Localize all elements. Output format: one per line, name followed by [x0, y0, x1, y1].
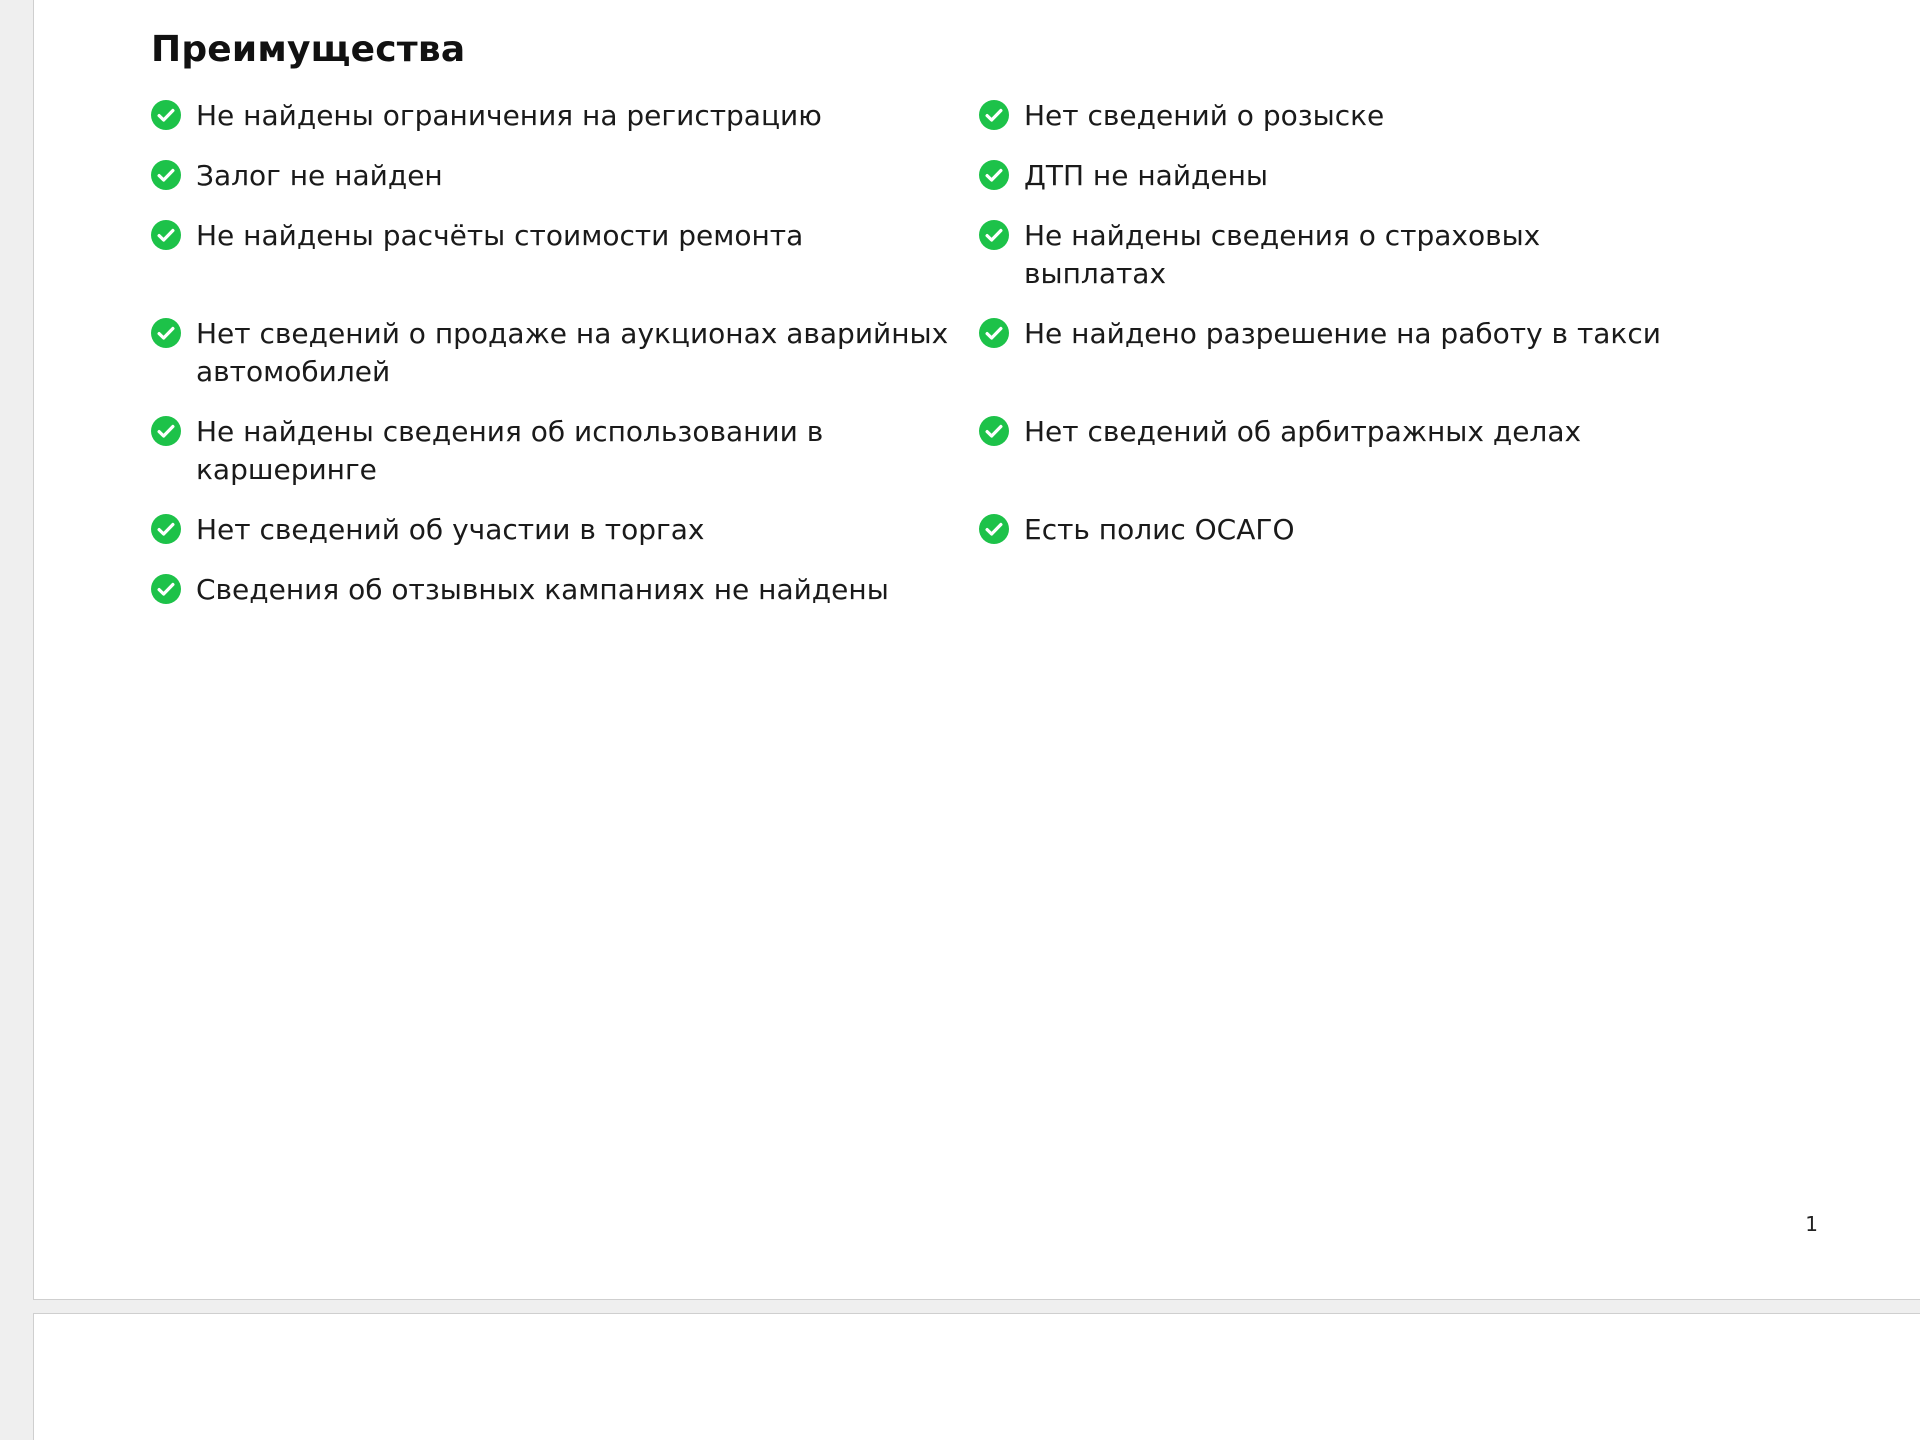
check-circle-icon: [979, 318, 1009, 348]
advantage-text: Нет сведений о продаже на аукционах аварийных автомобилей: [196, 317, 949, 388]
check-circle-icon: [979, 100, 1009, 130]
list-item: [979, 511, 1679, 571]
check-circle-icon: [979, 160, 1009, 190]
advantage-text: Сведения об отзывных кампаниях не найдены: [196, 573, 889, 606]
advantage-text: Залог не найден: [196, 159, 443, 192]
section-title: Преимущества: [151, 29, 466, 70]
list-item: [979, 157, 1679, 217]
advantage-text: ДТП не найдены: [1024, 159, 1269, 192]
list-item: [979, 315, 1679, 413]
list-item: [151, 571, 979, 631]
document-page-next: [33, 1313, 1920, 1440]
check-circle-icon: [979, 514, 1009, 544]
check-circle-icon: [979, 220, 1009, 250]
list-item: [151, 413, 979, 511]
advantage-text: Не найдены сведения о страховых выплатах: [1024, 219, 1541, 290]
advantage-text: Есть полис ОСАГО: [1024, 513, 1295, 546]
check-circle-icon: [151, 574, 181, 604]
check-circle-icon: [151, 514, 181, 544]
check-circle-icon: [151, 318, 181, 348]
advantages-list: [151, 97, 1731, 631]
advantage-text: Не найдено разрешение на работу в такси: [1024, 317, 1661, 350]
advantage-text: Не найдены сведения об использовании в каршеринге: [196, 415, 824, 486]
list-item: [151, 97, 979, 157]
advantage-text: Нет сведений о розыске: [1024, 99, 1385, 132]
check-circle-icon: [151, 220, 181, 250]
list-item: [151, 217, 979, 315]
check-circle-icon: [151, 100, 181, 130]
check-circle-icon: [151, 160, 181, 190]
list-item: [151, 157, 979, 217]
list-item: [151, 511, 979, 571]
advantage-text: Нет сведений об участии в торгах: [196, 513, 705, 546]
check-circle-icon: [151, 416, 181, 446]
list-item: [979, 97, 1679, 157]
advantage-text: Нет сведений об арбитражных делах: [1024, 415, 1582, 448]
list-item: [151, 315, 979, 413]
list-item: [979, 217, 1679, 315]
advantage-text: Не найдены ограничения на регистрацию: [196, 99, 822, 132]
advantage-text: Не найдены расчёты стоимости ремонта: [196, 219, 804, 252]
check-circle-icon: [979, 416, 1009, 446]
document-page: [33, 0, 1920, 1300]
list-item: [979, 413, 1679, 511]
page-number: 1: [1805, 1212, 1818, 1236]
